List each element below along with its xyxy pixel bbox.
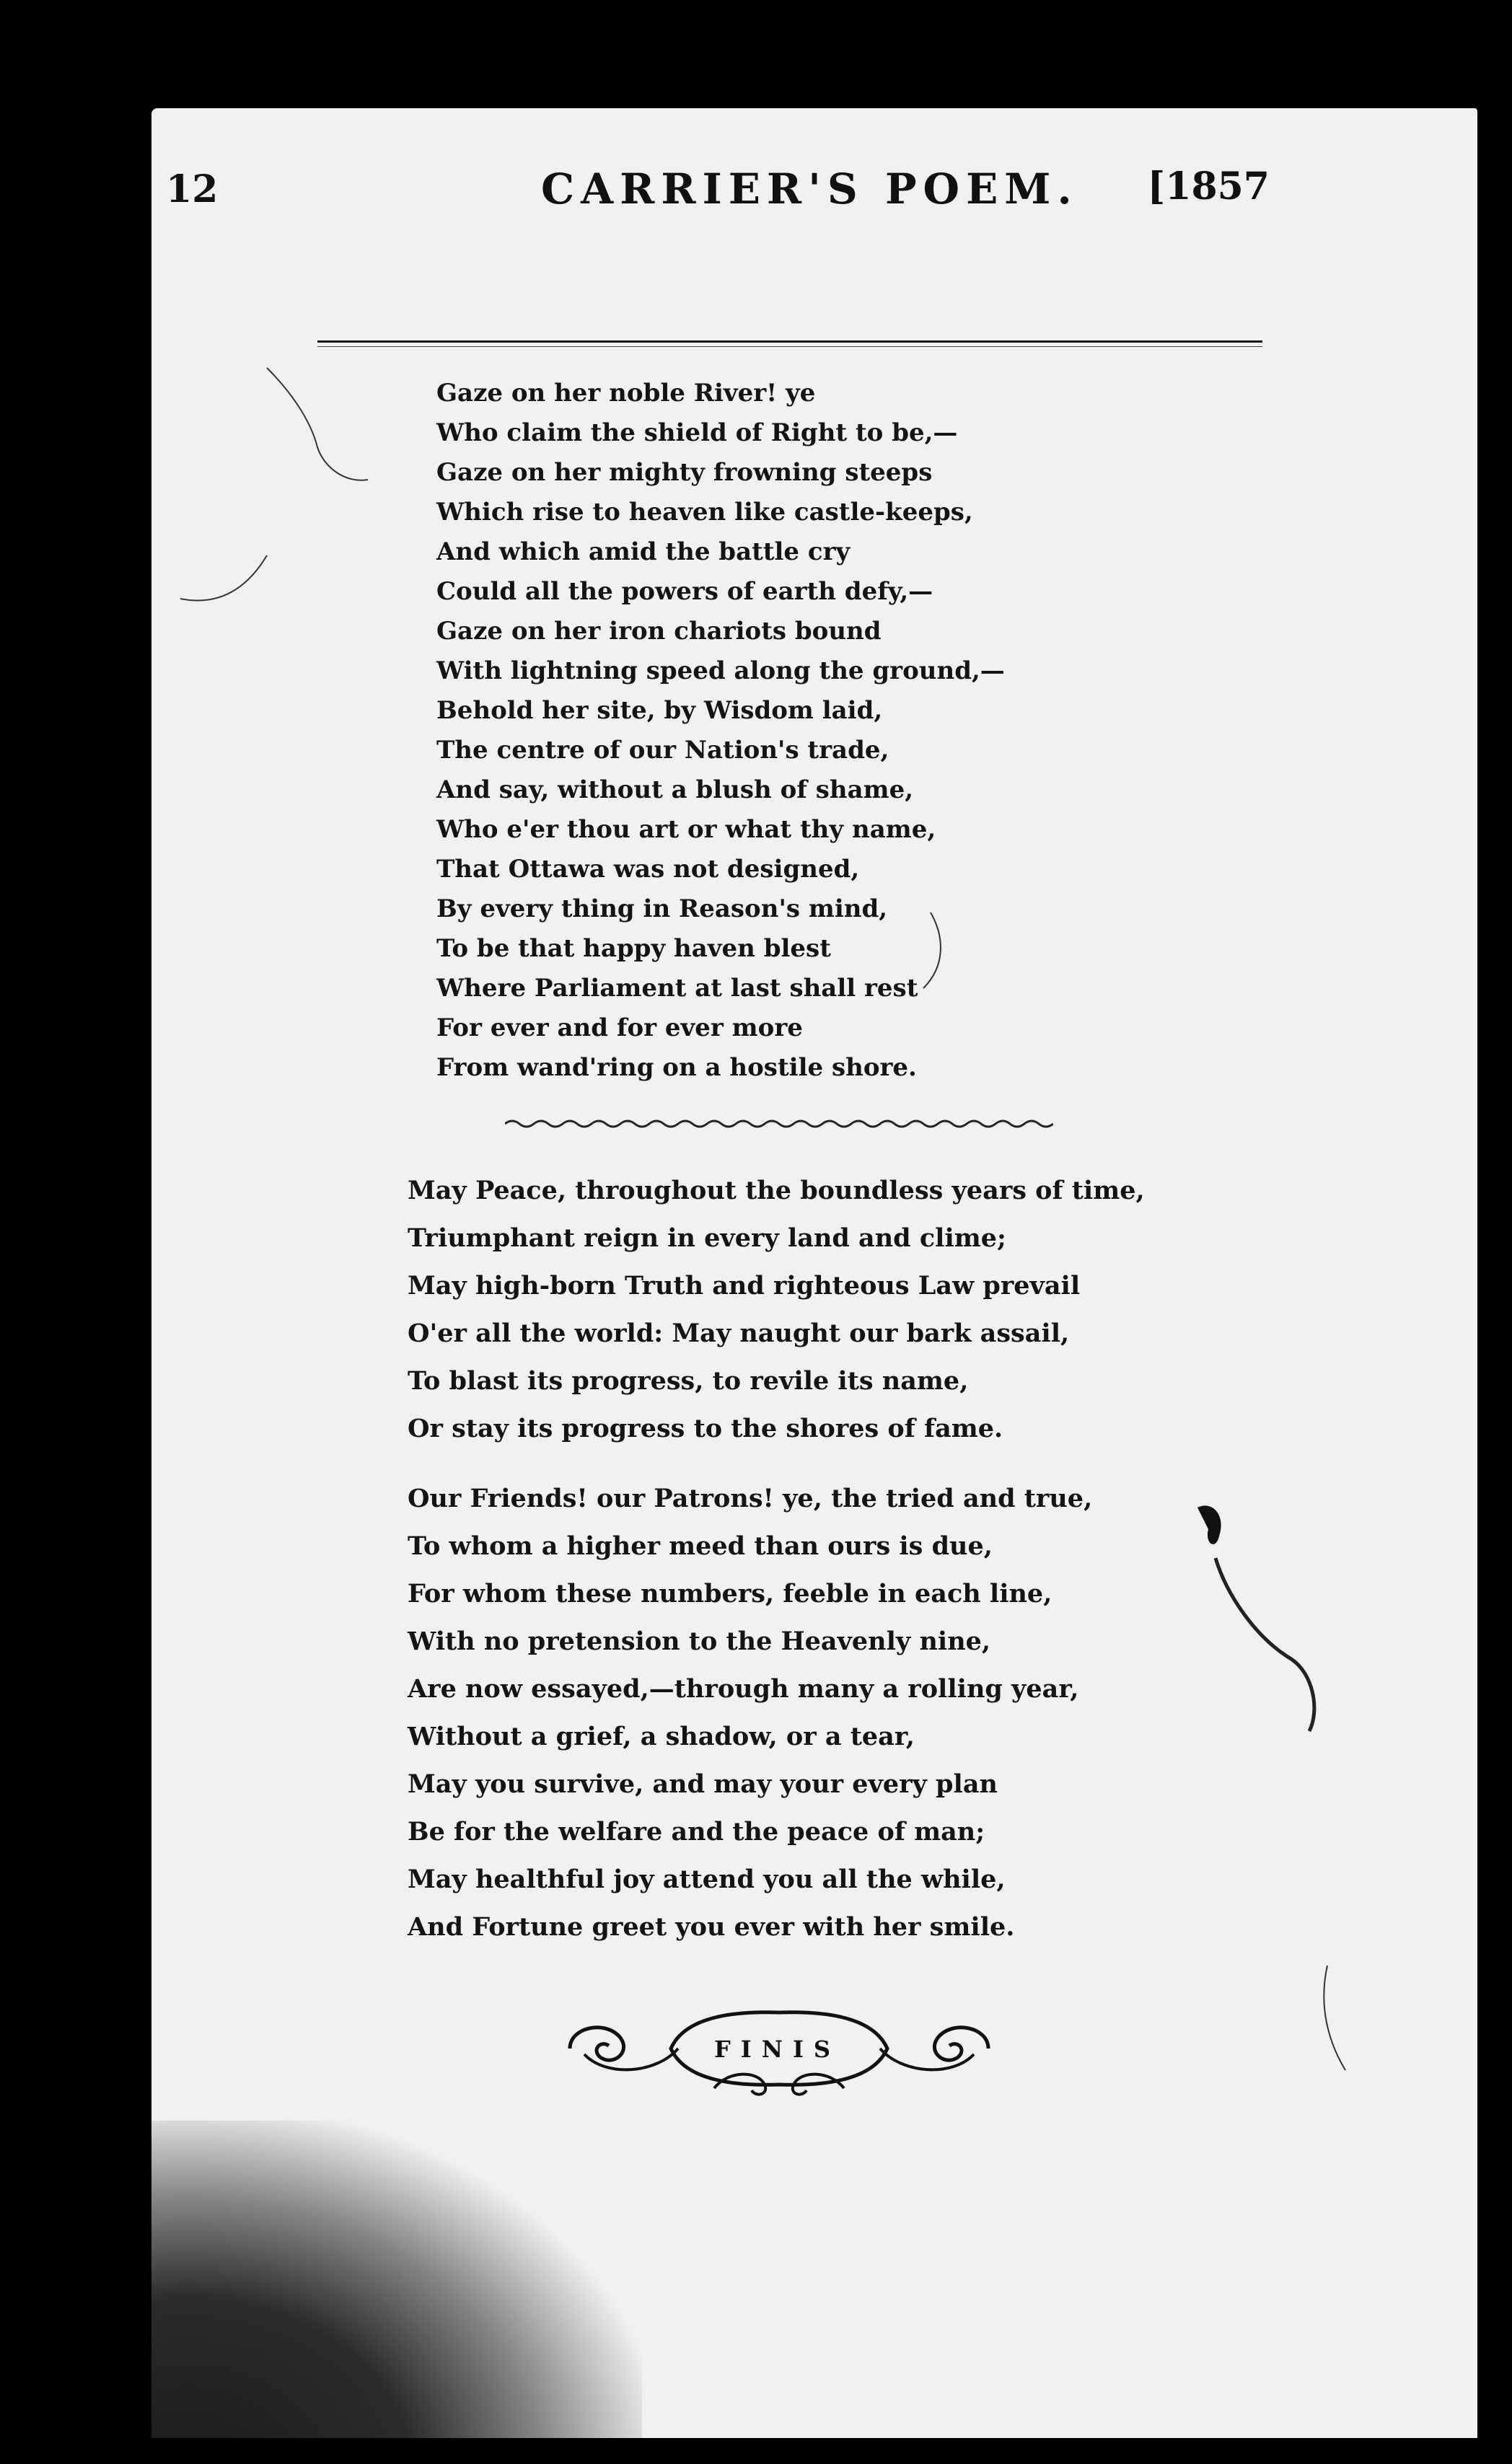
- running-header: [166, 159, 1270, 238]
- page-number: 12: [166, 167, 219, 211]
- poem-line: Gaze on her mighty frowning steeps: [436, 458, 933, 487]
- poem-stanza-2: [408, 1167, 1145, 1453]
- poem-line: Gaze on her noble River! ye: [436, 379, 816, 408]
- poem-line: Gaze on her iron chariots bound: [436, 617, 882, 646]
- poem-line: Who e'er thou art or what thy name,: [436, 815, 936, 844]
- poem-line: Behold her site, by Wisdom laid,: [436, 696, 883, 725]
- poem-line: Could all the powers of earth defy,—: [436, 577, 933, 606]
- poem-line: With lightning speed along the ground,—: [436, 656, 1005, 685]
- poem-line: From wand'ring on a hostile shore.: [436, 1053, 917, 1082]
- poem-line: O'er all the world: May naught our bark assail,: [408, 1319, 1070, 1348]
- poem-line: May Peace, throughout the boundless years of time,: [408, 1176, 1145, 1205]
- poem-line: Or stay its progress to the shores of fame.: [408, 1414, 1003, 1443]
- poem-line: To whom a higher meed than ours is due,: [408, 1531, 993, 1561]
- poem-line: Triumphant reign in every land and clime;: [408, 1223, 1006, 1253]
- poem-line: And Fortune greet you ever with her smile.: [408, 1912, 1015, 1942]
- poem-line: By every thing in Reason's mind,: [436, 894, 888, 923]
- poem-line: Are now essayed,—through many a rolling year,: [408, 1674, 1079, 1704]
- finis-label: FINIS: [714, 2036, 841, 2063]
- header-rule: [317, 340, 1262, 343]
- poem-line: Which rise to heaven like castle-keeps,: [436, 498, 973, 527]
- header-rule-thin: [317, 346, 1262, 347]
- poem-line: For whom these numbers, feeble in each line,: [408, 1579, 1052, 1609]
- poem-line: May healthful joy attend you all the while,: [408, 1865, 1006, 1894]
- poem-line: For ever and for ever more: [436, 1013, 803, 1042]
- poem-stanza-3: [408, 1475, 1092, 1951]
- poem-line: Where Parliament at last shall rest: [436, 974, 918, 1003]
- poem-line: Without a grief, a shadow, or a tear,: [408, 1722, 915, 1751]
- poem-line: Who claim the shield of Right to be,—: [436, 418, 958, 447]
- poem-line: Be for the welfare and the peace of man;: [408, 1817, 985, 1847]
- poem-line: Our Friends! our Patrons! ye, the tried and true,: [408, 1484, 1093, 1513]
- poem-line: May you survive, and may your every plan: [408, 1769, 998, 1799]
- poem-line: That Ottawa was not designed,: [436, 855, 860, 884]
- poem-stanza-1: [436, 374, 1005, 1088]
- running-year: [1857: [1147, 164, 1270, 208]
- poem-line: And which amid the battle cry: [436, 537, 850, 566]
- page-edge-shadow: [1477, 108, 1512, 2464]
- poem-line: And say, without a blush of shame,: [436, 775, 914, 804]
- poem-line: May high-born Truth and righteous Law prevail: [408, 1271, 1081, 1301]
- poem-line: The centre of our Nation's trade,: [436, 736, 889, 765]
- running-title: CARRIER'S POEM.: [541, 164, 1078, 214]
- wavy-divider: [505, 1117, 1053, 1131]
- poem-line: With no pretension to the Heavenly nine,: [408, 1627, 991, 1656]
- poem-line: To be that happy haven blest: [436, 934, 831, 963]
- poem-line: To blast its progress, to revile its name,: [408, 1366, 969, 1396]
